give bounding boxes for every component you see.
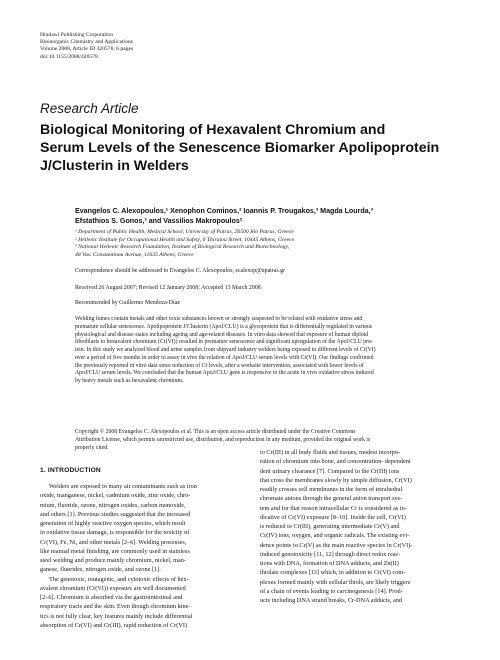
- article-title: [40, 122, 470, 175]
- body-line: generation of highly reactive oxygen species, which result: [40, 520, 186, 527]
- body-line: Cr(VI), Fe, Ni, and other metals [2–6]. Welding processes,: [40, 538, 187, 546]
- body-line: dicative of Cr(VI) exposure [8–10]. Inside the cell, Cr(VI): [260, 513, 406, 521]
- body-line: that cross the membranes slowly by simple diffusion, Cr(VI): [260, 476, 412, 484]
- recommended-by: Recommended by Guillermo Mendoza-Díaz: [75, 300, 180, 306]
- title-line: Biological Monitoring of Hexavalent Chromium and: [40, 122, 386, 138]
- journal-publisher: Hindawi Publishing Corporation: [40, 32, 114, 38]
- submission-dates: Received 26 August 2007; Revised 12 January 2008; Accepted 13 March 2008: [75, 285, 261, 291]
- affiliation-line: ³ National Hellenic Research Foundation, Institute of Biological Research and Biotechnology,: [75, 244, 290, 251]
- body-line: ration of chromium into bone, and concentration- dependent: [260, 458, 411, 466]
- title-line: Serum Levels of the Senescence Biomarker Apolipoprotein: [40, 139, 440, 156]
- body-line: tions with DNA, formation of DNA adducts, and Zn(II): [260, 560, 399, 567]
- body-line: tem and for that reason intracellular Cr is considered as in-: [260, 504, 407, 512]
- body-line: avalent chromium (Cr(VI)) exposure are well documented: [40, 584, 186, 592]
- copyright-line: Attribution License, which permits unrestricted use, distribution, and reproduction in any medium, provided the original work is: [75, 436, 371, 443]
- author-line: Evangelos C. Alexopoulos,¹ Xenophon Cominos,² Ioannis P. Trougakos,³ Magda Lourda,³: [75, 207, 373, 215]
- author-list: [75, 207, 475, 226]
- correspondence-note[interactable]: Correspondence should be addressed to Evangelos C. Alexopoulos, ecalexop@upatras.gr: [75, 268, 286, 274]
- body-line: oxide, manganese, nickel, cadmium oxide, zinc oxide, chro-: [40, 492, 191, 500]
- affiliation-list: [75, 229, 475, 259]
- body-line: in oxidative tissue damage, is responsible for the toxicity of: [40, 529, 190, 537]
- abstract-line: by heavy metals such as hexavalent chromium.: [75, 378, 184, 384]
- article-type-label: Research Article: [40, 101, 139, 116]
- body-column-right: [260, 448, 466, 605]
- body-line: to Cr(III) in all body fluids and tissues, modest incorpo-: [260, 449, 400, 456]
- body-line: ucts including DNA strand breaks, Cr-DNA adducts, and: [260, 597, 403, 604]
- abstract-line: tein. In this study we analyzed blood and urine samples from shipyard industry welders being exposed to different levels of Cr(VI): [75, 347, 376, 353]
- abstract: [75, 316, 470, 386]
- body-line: chromate anions through the general anion transport sys-: [260, 495, 403, 503]
- abstract-line: ApoJ/CLU serum levels. We concluded that the human ApoJ/CLU gene is responsive to the acute in vivo oxidative stress induced: [75, 370, 374, 377]
- abstract-line: over a period of five months in order to assay in vivo the relation of ApoJ/CLU serum levels with Cr(VI). Our findings confirmed: [75, 354, 374, 361]
- title-line: J/Clusterin in Welders: [40, 157, 189, 174]
- abstract-line: physiological and disease states including ageing and age-related diseases. In vitro data showed that exposure of human diploid: [75, 331, 369, 338]
- body-line: Cr(IV) ions, oxygen, and organic radicals. The existing evi-: [260, 532, 410, 540]
- body-line: like manual metal finishing, are commonly used in stainless: [40, 547, 190, 555]
- affiliation-line: ¹ Department of Public Health, Medical School, University of Patras, 26500 Rio Patras, Greece: [75, 229, 294, 235]
- body-line: Welders are exposed to many air contaminants such as iron: [49, 483, 197, 490]
- body-line: is reduced to Cr(III), generating intermediate Cr(V) and: [260, 523, 400, 530]
- body-line: The genotoxic, mutagenic, and cytotoxic effects of hex-: [49, 575, 189, 583]
- body-line: ganese, fluorides, nitrogen oxide, and ozone [1].: [40, 566, 161, 574]
- author-line: Efstathios S. Gonos,³ and Vassilios Makropoulos²: [75, 216, 243, 225]
- body-line: dent urinary clearance [7]. Compared to the Cr(III) ions: [260, 467, 400, 475]
- body-line: thiolate complexes [13] which, in addition to Cr(VI) com-: [260, 569, 406, 577]
- journal-doi[interactable]: doi:10.1155/2008/420578: [40, 53, 98, 60]
- body-line: of a chain of events leading to carcinogenesis [14]. Prod-: [260, 587, 403, 595]
- abstract-line: the previously reported in vitro data since reduction of Cr levels, after a worksite intervention, associated with lower levels of: [75, 362, 364, 369]
- section-heading-introduction: 1. INTRODUCTION: [40, 467, 101, 474]
- body-column-left: [40, 482, 246, 630]
- journal-name: Bioinorganic Chemistry and Applications: [40, 39, 133, 46]
- body-line: tics is not fully clear, key features mainly include differential: [40, 612, 193, 620]
- body-line: readily crosses cell membranes in the form of tetrahedral: [260, 486, 403, 493]
- affiliation-line: ² Hellenic Institute for Occupational Health and Safety, 6 Thiraiou Street, 10445 Athens, Greece: [75, 236, 295, 243]
- body-line: plexes formed mainly with cellular thiols, are likely triggers: [260, 578, 411, 586]
- affiliation-line: 48 Vas. Constantinou Avenue, 11635 Athens, Greece: [75, 251, 194, 258]
- body-line: mium, fluoride, ozone, nitrogen oxides, carbon monoxide,: [40, 501, 186, 509]
- abstract-line: Welding fumes contain metals and other toxic substances known or strongly suspected to be related with oxidative stress and: [75, 316, 363, 322]
- body-line: [2–6]. Chromium is absorbed via the gastrointestinal and: [40, 594, 183, 601]
- abstract-line: fibroblasts to hexavalent chromium (Cr(VI)) resulted in premature senescence and significant upregulation of the ApoJ/CLU pro-: [75, 339, 373, 346]
- copyright-line: properly cited.: [75, 444, 109, 451]
- body-line: steel welding and produce mainly chromium, nickel, man-: [40, 557, 186, 564]
- journal-header: [40, 32, 133, 61]
- body-line: and others [1]. Previous studies suggested that the increased: [40, 510, 191, 518]
- copyright-line: Copyright © 2008 Evangelos C. Alexopoulos et al. This is an open access article distributed under the Creative Commons: [75, 429, 356, 435]
- body-line: absorption of Cr(VI) and Cr(III), rapid reduction of Cr(VI): [40, 621, 188, 629]
- body-line: induced genotoxicity [11, 12] through direct redox reac-: [260, 550, 401, 558]
- body-line: respiratory tracts and the skin. Even though chromium kine-: [40, 603, 191, 611]
- journal-volume: Volume 2008, Article ID 420578, 6 pages: [40, 46, 134, 53]
- abstract-line: premature cellular senescence. Apolipoprotein J/Clusterin (ApoJ/CLU) is a glycoprotein that is differentially regulated in various: [75, 323, 373, 330]
- body-line: dence points to Cr(V) as the main reactive species in Cr(VI)-: [260, 541, 413, 549]
